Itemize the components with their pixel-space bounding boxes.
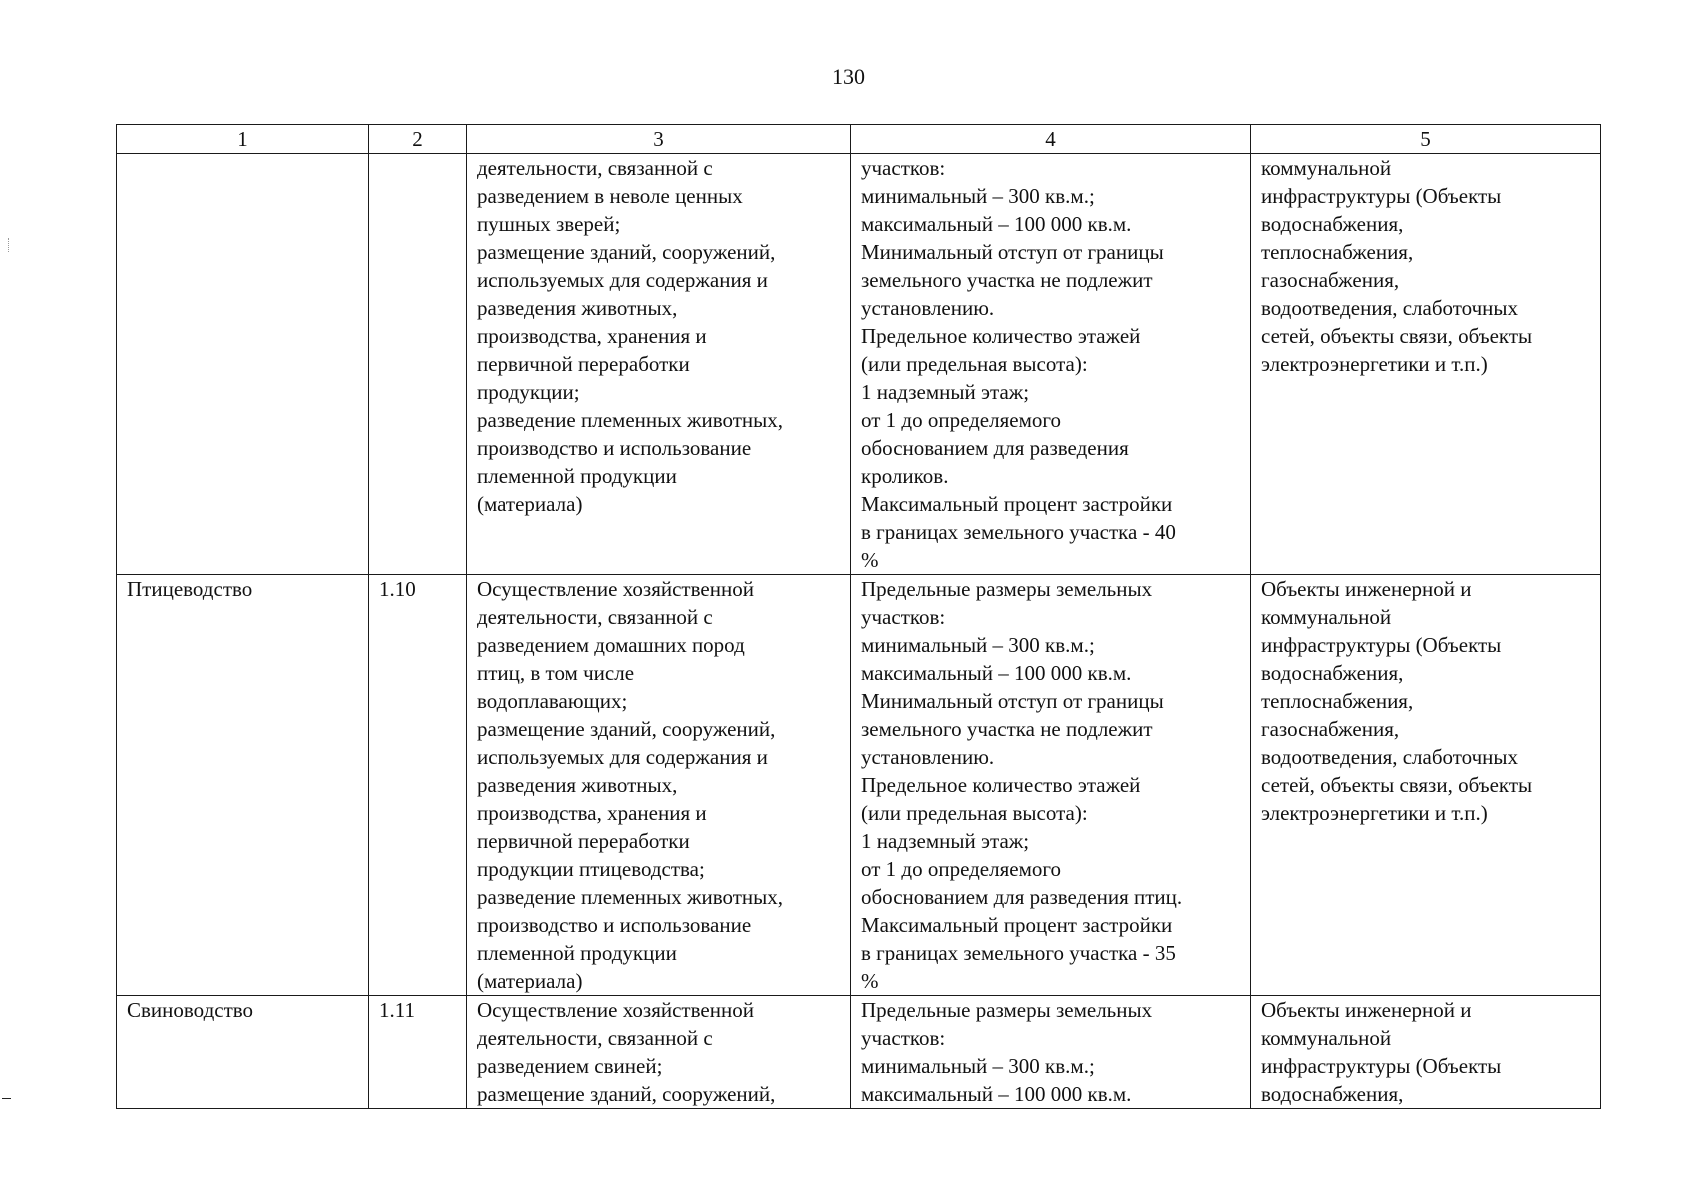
table-row [117, 575, 1601, 996]
cell-use-code [369, 154, 467, 575]
cell-use-name [117, 154, 369, 575]
column-header-5: 5 [1251, 125, 1601, 154]
page-number: 130 [832, 64, 865, 89]
use-description-text: деятельности, связанной с разведением в неволе ценных пушных зверей; размещение зданий, сооружений, используемых для содержания и разведения животных, производства, хранения и первичной переработки продукции; разведение племенных животных, производство и использование племенной продукции (материала) [477, 156, 784, 516]
column-header-3: 3 [467, 125, 851, 154]
use-name-text: Свиноводство [127, 998, 254, 1022]
cell-parameters [851, 154, 1251, 575]
cell-auxiliary-objects [1251, 154, 1601, 575]
auxiliary-objects-text: коммунальной инфраструктуры (Объекты водоснабжения, теплоснабжения, газоснабжения, водоотведения, слаботочных сетей, объекты связи, объекты электроэнергетики и т.п.) [1261, 156, 1533, 376]
use-name-text: Птицеводство [127, 577, 253, 601]
cell-use-code [369, 575, 467, 996]
parameters-text: участков: минимальный – 300 кв.м.; максимальный – 100 000 кв.м. Минимальный отступ от границы земельного участка не подлежит установлению. Предельное количество этажей (или предельная высота): 1 надземный этаж; от 1 до определяемого обоснованием для разведения кроликов. Максимальный процент застройки в границах земельного участка - 40 % [861, 156, 1176, 572]
table-row [117, 996, 1601, 1109]
cell-parameters [851, 575, 1251, 996]
cell-use-description [467, 154, 851, 575]
auxiliary-objects-text: Объекты инженерной и коммунальной инфраструктуры (Объекты водоснабжения, [1261, 998, 1502, 1106]
cell-parameters [851, 996, 1251, 1109]
table-row [117, 154, 1601, 575]
cell-use-name [117, 575, 369, 996]
cell-use-description [467, 996, 851, 1109]
column-header-2: 2 [369, 125, 467, 154]
auxiliary-objects-text: Объекты инженерной и коммунальной инфраструктуры (Объекты водоснабжения, теплоснабжения, газоснабжения, водоотведения, слаботочных сетей, объекты связи, объекты электроэнергетики и т.п.) [1261, 577, 1533, 825]
cell-auxiliary-objects [1251, 996, 1601, 1109]
parameters-text: Предельные размеры земельных участков: минимальный – 300 кв.м.; максимальный – 100 000 кв.м. Минимальный отступ от границы земельного участка не подлежит установлению. Предельное количество этажей (или предельная высота): 1 надземный этаж; от 1 до определяемого обоснованием для разведения птиц. Максимальный процент застройки в границах земельного участка - 35 % [861, 577, 1183, 993]
table-header-row [117, 125, 1601, 154]
use-description-text: Осуществление хозяйственной деятельности, связанной с разведением свиней; размещение зданий, сооружений, [477, 998, 776, 1106]
cell-use-description [467, 575, 851, 996]
column-header-4: 4 [851, 125, 1251, 154]
scan-edge-mark [2, 1098, 11, 1099]
use-code-text: 1.10 [379, 577, 416, 601]
scan-edge-speck [8, 238, 11, 252]
cell-use-name [117, 996, 369, 1109]
cell-auxiliary-objects [1251, 575, 1601, 996]
parameters-text: Предельные размеры земельных участков: минимальный – 300 кв.м.; максимальный – 100 000 кв.м. [861, 998, 1153, 1106]
use-description-text: Осуществление хозяйственной деятельности, связанной с разведением домашних пород птиц, в том числе водоплавающих; размещение зданий, сооружений, используемых для содержания и разведения животных, производства, хранения и первичной переработки продукции птицеводства; разведение племенных животных, производство и использование племенной продукции (материала) [477, 577, 784, 993]
column-header-1: 1 [117, 125, 369, 154]
use-code-text: 1.11 [379, 998, 415, 1022]
land-use-table [116, 124, 1601, 1109]
cell-use-code [369, 996, 467, 1109]
